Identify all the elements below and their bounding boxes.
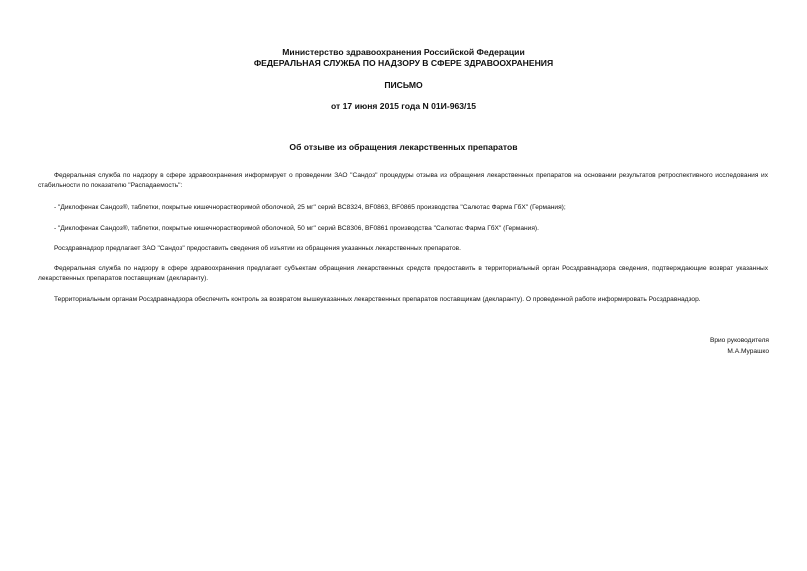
paragraph-item-50mg: - "Диклофенак Сандоз®, таблетки, покрытые кишечнорастворимой оболочкой, 50 мг" серий BC8306, BF0861 производства "Салютас Фарма ГбХ" (Германия). [54, 225, 539, 232]
signature-position: Врио руководителя [709, 337, 769, 344]
paragraph-intro: Федеральная служба по надзору в сфере здравоохранения информирует о проведении ЗАО "Сандоз" процедуры отзыва из обращения лекарственных препаратов на основании результатов ретроспективного исследования их стабильности по показателю "Распадаемость": [38, 172, 768, 189]
service-name: ФЕДЕРАЛЬНАЯ СЛУЖБА ПО НАДЗОРУ В СФЕРЕ ЗДРАВООХРАНЕНИЯ [253, 58, 554, 68]
paragraph-request-sandoz: Росздравнадзор предлагает ЗАО "Сандоз" предоставить сведения об изъятии из обращения указанных лекарственных препаратов. [54, 245, 462, 252]
document-date-number: от 17 июня 2015 года N 01И-963/15 [331, 101, 476, 111]
signature-name: М.А.Мурашко [727, 348, 769, 355]
ministry-name: Министерство здравоохранения Российской Федерации [282, 47, 525, 57]
paragraph-territorial-control: Территориальным органам Росздравнадзора обеспечить контроль за возвратом вышеуказанных лекарственных препаратов поставщикам (декларанту). О проведенной работе информировать Росздравнадзор. [54, 296, 701, 303]
document-type: ПИСЬМО [384, 80, 423, 90]
paragraph-item-25mg: - "Диклофенак Сандоз®, таблетки, покрытые кишечнорастворимой оболочкой, 25 мг" серий BC8324, BF0863, BF0865 производства "Салютас Фарма ГбХ" (Германия); [54, 204, 566, 211]
document-title: Об отзыве из обращения лекарственных препаратов [289, 142, 518, 152]
paragraph-request-subjects: Федеральная служба по надзору в сфере здравоохранения предлагает субъектам обращения лекарственных средств предоставить в территориальный орган Росздравнадзора сведения, подтверждающие возврат указанных лекарственных препаратов поставщикам (декларанту). [38, 265, 768, 282]
